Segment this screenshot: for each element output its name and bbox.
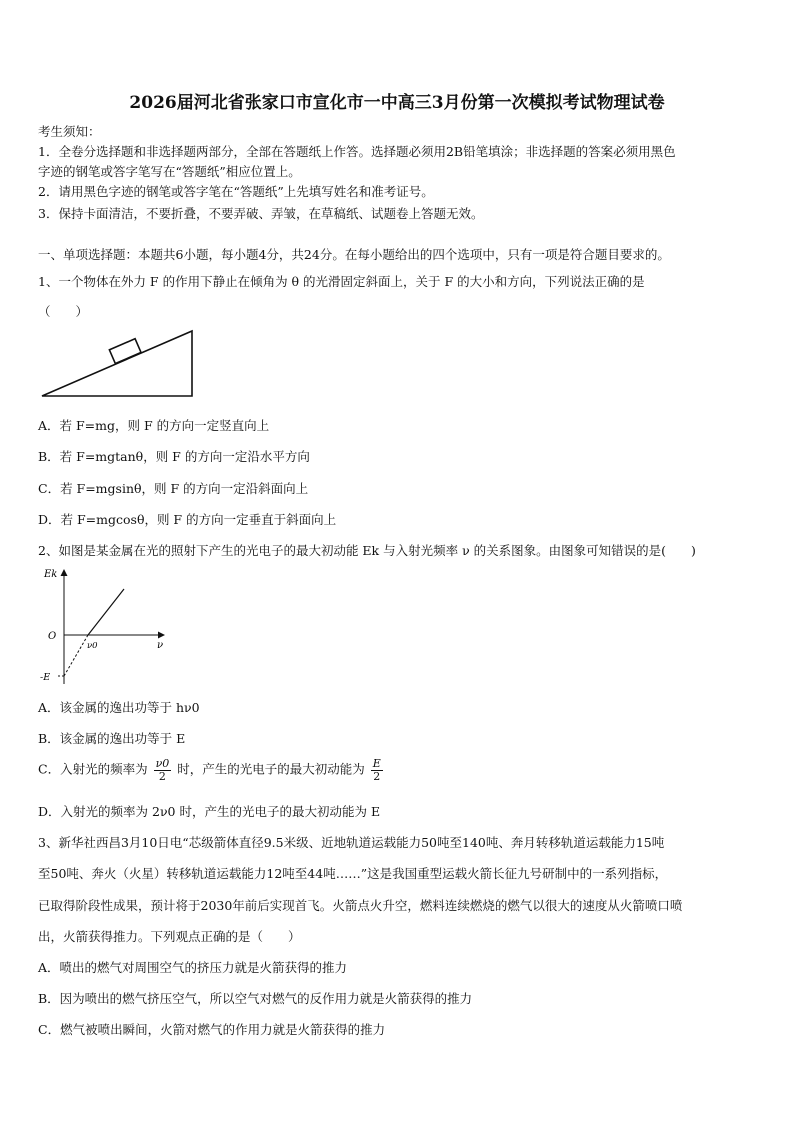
page-title: 2026届河北省张家口市宣化市一中高三3月份第一次模拟考试物理试卷 <box>129 93 665 113</box>
question-1-option-c[interactable]: C．若 F=mgsinθ，则 F 的方向一定沿斜面向上 <box>38 481 309 496</box>
photoelectric-graph <box>38 562 168 686</box>
question-2-stem: 2、如图是某金属在光的照射下产生的光电子的最大初动能 Ek 与入射光频率 ν 的关系图象。由图象可知错误的是( ) <box>38 543 696 558</box>
option-c-middle: 时，产生的光电子的最大初动能为 <box>177 761 365 777</box>
block-on-incline <box>109 339 141 364</box>
question-1-option-d[interactable]: D．若 F=mgcosθ，则 F 的方向一定垂直于斜面向上 <box>38 512 337 527</box>
question-3-option-b[interactable]: B．因为喷出的燃气挤压空气，所以空气对燃气的反作用力就是火箭获得的推力 <box>38 991 473 1006</box>
notice-item: 2．请用黑色字迹的钢笔或答字笔在“答题纸”上先填写姓名和准考证号。 <box>38 184 434 199</box>
fraction-e-over-2 <box>371 758 383 782</box>
fraction-numerator: ν0 <box>155 757 170 770</box>
notice-item: 1．全卷分选择题和非选择题两部分，全部在答题纸上作答。选择题必须用2B铅笔填涂；非选择题的答案必须用黑色 <box>38 144 676 159</box>
option-c-prefix: C．入射光的频率为 <box>38 761 148 777</box>
question-2-option-b[interactable]: B．该金属的逸出功等于 E <box>38 731 186 746</box>
notice-item: 3．保持卡面清洁，不要折叠，不要弄破、弄皱，在草稿纸、试题卷上答题无效。 <box>38 206 484 221</box>
fraction-denominator: 2 <box>158 769 166 783</box>
question-3-stem-line: 至50吨、奔火（火星）转移轨道运载能力12吨至44吨……”这是我国重型运载火箭长征九号研制中的一系列指标， <box>38 866 668 881</box>
y-intercept-label: -E <box>40 672 51 683</box>
question-1-blank: （ ） <box>38 304 89 319</box>
fraction-numerator: E <box>372 757 381 770</box>
notice-item: 字迹的钢笔或答字笔写在“答题纸”相应位置上。 <box>38 164 301 179</box>
incline-diagram <box>40 326 196 400</box>
question-3-option-c[interactable]: C．燃气被喷出瞬间，火箭对燃气的作用力就是火箭获得的推力 <box>38 1022 386 1037</box>
origin-label: O <box>48 631 57 642</box>
question-3-stem-line: 已取得阶段性成果，预计将于2030年前后实现首飞。火箭点火升空，燃料连续燃烧的燃气以很大的速度从火箭喷口喷 <box>38 898 683 913</box>
question-3-stem-line: 出，火箭获得推力。下列观点正确的是（ ） <box>38 929 301 944</box>
question-1-option-b[interactable]: B．若 F=mgtanθ，则 F 的方向一定沿水平方向 <box>38 449 310 464</box>
question-1-stem: 1、一个物体在外力 F 的作用下静止在倾角为 θ 的光滑固定斜面上，关于 F 的大小和方向，下列说法正确的是 <box>38 274 645 289</box>
y-axis-label: Ek <box>44 569 58 580</box>
question-1-option-a[interactable]: A．若 F=mg，则 F 的方向一定竖直向上 <box>38 418 270 433</box>
ek-line <box>88 589 124 635</box>
x-axis-label: ν <box>157 640 164 651</box>
fraction-denominator: 2 <box>373 769 381 783</box>
question-3-stem-line: 3、新华社西昌3月10日电“芯级箭体直径9.5米级、近地轨道运载能力50吨至140吨、奔月转移轨道运载能力15吨 <box>38 835 665 850</box>
question-2-option-d[interactable]: D．入射光的频率为 2ν0 时，产生的光电子的最大初动能为 E <box>38 804 381 819</box>
question-2-option-c[interactable] <box>38 758 385 782</box>
ek-line-extension <box>64 635 88 676</box>
notice-heading: 考生须知： <box>38 124 101 139</box>
question-3-option-a[interactable]: A．喷出的燃气对周围空气的挤压力就是火箭获得的推力 <box>38 960 348 975</box>
question-2-option-a[interactable]: A．该金属的逸出功等于 hν0 <box>38 700 200 715</box>
x-intercept-label: ν0 <box>87 641 98 651</box>
section-heading: 一、单项选择题：本题共6小题，每小题4分，共24分。在每小题给出的四个选项中，只有一项是符合题目要求的。 <box>38 247 670 262</box>
fraction-nu0-over-2 <box>154 758 172 782</box>
